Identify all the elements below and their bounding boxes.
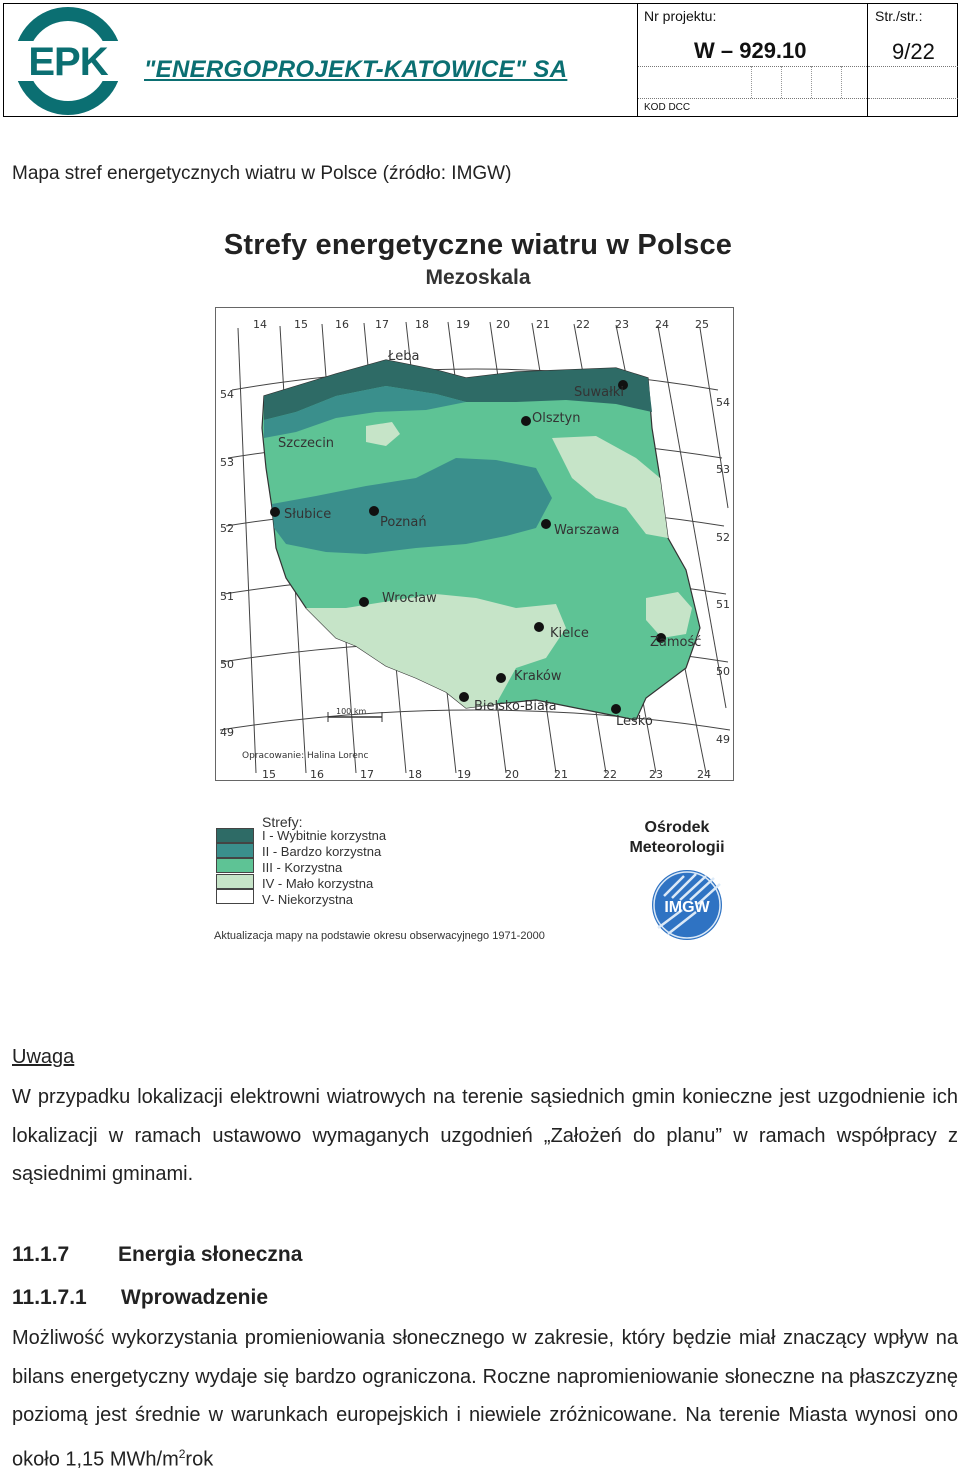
page-number: 9/22 [892,39,935,64]
figure-caption: Mapa stref energetycznych wiatru w Polsce (źródło: IMGW) [12,163,512,184]
imgw-logo-text: IMGW [664,899,710,916]
legend-label: II - Bardzo korzystna [262,844,382,859]
lat-tick: 51 [716,598,730,611]
legend-title: Strefy: [262,814,303,830]
note-heading: Uwaga [12,1046,75,1068]
legend-label: V- Niekorzystna [262,892,354,907]
dotted-line [638,98,867,99]
dotted-line [841,66,842,98]
lon-tick: 21 [554,768,568,781]
bottom-longitude-ticks [262,768,711,781]
city-label: Olsztyn [532,411,581,426]
lon-tick: 24 [697,768,711,781]
document-header [3,3,958,117]
lon-tick: 23 [615,318,629,331]
legend-swatch-iii [216,858,254,873]
institute-line1: Ośrodek [644,819,710,836]
institute-line2: Meteorologii [629,839,725,856]
city-dot [459,692,469,702]
institute-name [622,818,732,858]
legend-label: IV - Mało korzystna [262,876,374,891]
scale-bar [328,707,382,722]
subsection-heading [12,1286,268,1310]
intro-superscript: 2 [178,1446,186,1461]
legend-swatch-v [216,889,254,904]
map-subtitle: Mezoskala [425,266,531,289]
lat-tick: 50 [220,658,234,671]
city-label: Suwałki [574,385,624,400]
lon-tick: 16 [310,768,324,781]
city-label: Zamość [650,635,702,650]
legend-label: I - Wybitnie korzystna [262,828,387,843]
header-divider [867,4,868,116]
intro-tail: rok [185,1448,214,1471]
map-credit: Opracowanie: Halina Lorenc [242,751,369,761]
left-latitude-ticks [220,388,234,739]
lon-tick: 21 [536,318,550,331]
city-label: Lesko [616,714,653,729]
lat-tick: 51 [220,590,234,603]
lon-tick: 14 [253,318,267,331]
lon-tick: 19 [456,318,470,331]
city-dot [611,704,621,714]
lon-tick: 16 [335,318,349,331]
subsection-title: Wprowadzenie [121,1286,269,1309]
lat-tick: 52 [716,531,730,544]
city-dot [496,673,506,683]
city-label: Kraków [514,669,562,684]
city-dot [534,622,544,632]
lon-tick: 20 [505,768,519,781]
lon-tick: 15 [294,318,308,331]
lat-tick: 53 [220,456,234,469]
lat-tick: 53 [716,463,730,476]
city-dot [521,416,531,426]
company-logo [12,5,124,117]
subsection-number: 11.1.7.1 [12,1286,87,1309]
city-label: Szczecin [278,436,335,451]
city-label: Wrocław [382,591,437,606]
dotted-line [751,66,752,98]
project-label: Nr projektu: [644,8,717,24]
lon-tick: 22 [576,318,590,331]
legend-swatch-iv [216,874,254,889]
header-divider [637,4,638,116]
lat-tick: 50 [716,665,730,678]
legend-swatch-i [216,828,254,843]
scale-label: 100 km [336,707,367,716]
logo-text: EPK [28,40,108,84]
map-svg [216,308,735,782]
dotted-line [638,66,867,67]
city-label: Łeba [388,349,420,364]
company-name: "ENERGOPROJEKT-KATOWICE" SA [144,56,568,83]
city-dot [270,507,280,517]
city-label: Kielce [550,626,589,641]
lon-tick: 15 [262,768,276,781]
note-paragraph: W przypadku lokalizacji elektrowni wiatrowych na terenie sąsiednich gmin konieczne jest uzgodnienie ich lokalizacji w ramach ustawowo wymaganych uzgodnień „Założeń do planu” w ramach współpracy z sąsiednimi gminami. [12,1086,958,1186]
lon-tick: 22 [603,768,617,781]
lon-tick: 18 [408,768,422,781]
dotted-line [811,66,812,98]
city-label: Słubice [284,507,332,522]
section-heading [12,1243,302,1267]
page-label: Str./str.: [875,8,923,24]
city-dot [541,519,551,529]
map-update-note: Aktualizacja mapy na podstawie okresu obserwacyjnego 1971-2000 [214,930,545,942]
kod-dcc-label: KOD DCC [644,102,691,113]
city-label: Warszawa [554,523,620,538]
lat-tick: 54 [220,388,234,401]
section-title: Energia słoneczna [118,1243,303,1266]
lon-tick: 18 [415,318,429,331]
lat-tick: 54 [716,396,730,409]
intro-paragraph [12,1319,958,1479]
dotted-line [868,98,958,99]
map-title: Strefy energetyczne wiatru w Polsce [223,229,733,261]
dotted-line [781,66,782,98]
section-number: 11.1.7 [12,1243,70,1266]
city-label: Bielsko-Biała [474,699,557,714]
legend-swatch-ii [216,843,254,858]
lat-tick: 52 [220,522,234,535]
lon-tick: 25 [695,318,709,331]
imgw-logo [650,868,724,942]
lon-tick: 20 [496,318,510,331]
lon-tick: 23 [649,768,663,781]
intro-text: Możliwość wykorzystania promieniowania słonecznego w zakresie, który będzie miał znaczący wpływ na bilans energetyczny wydaje się bardzo ograniczona. Roczne napromieniowanie słoneczne na płaszczyznę poziomą jest średnie w warunkach europejskich i niewiele zróżnicowane. Na terenie Miasta wynosi ono około 1,15 MWh/m [12,1327,958,1471]
wind-zone-map [215,307,734,781]
city-label: Poznań [380,515,427,530]
lon-tick: 19 [457,768,471,781]
legend-label: III - Korzystna [262,860,343,875]
lat-tick: 49 [220,726,234,739]
lon-tick: 17 [375,318,389,331]
lat-tick: 49 [716,733,730,746]
city-dot [369,506,379,516]
lon-tick: 17 [360,768,374,781]
top-longitude-ticks [253,318,709,331]
city-dot [359,597,369,607]
project-number: W – 929.10 [694,38,807,63]
dotted-line [868,66,958,67]
lon-tick: 24 [655,318,669,331]
